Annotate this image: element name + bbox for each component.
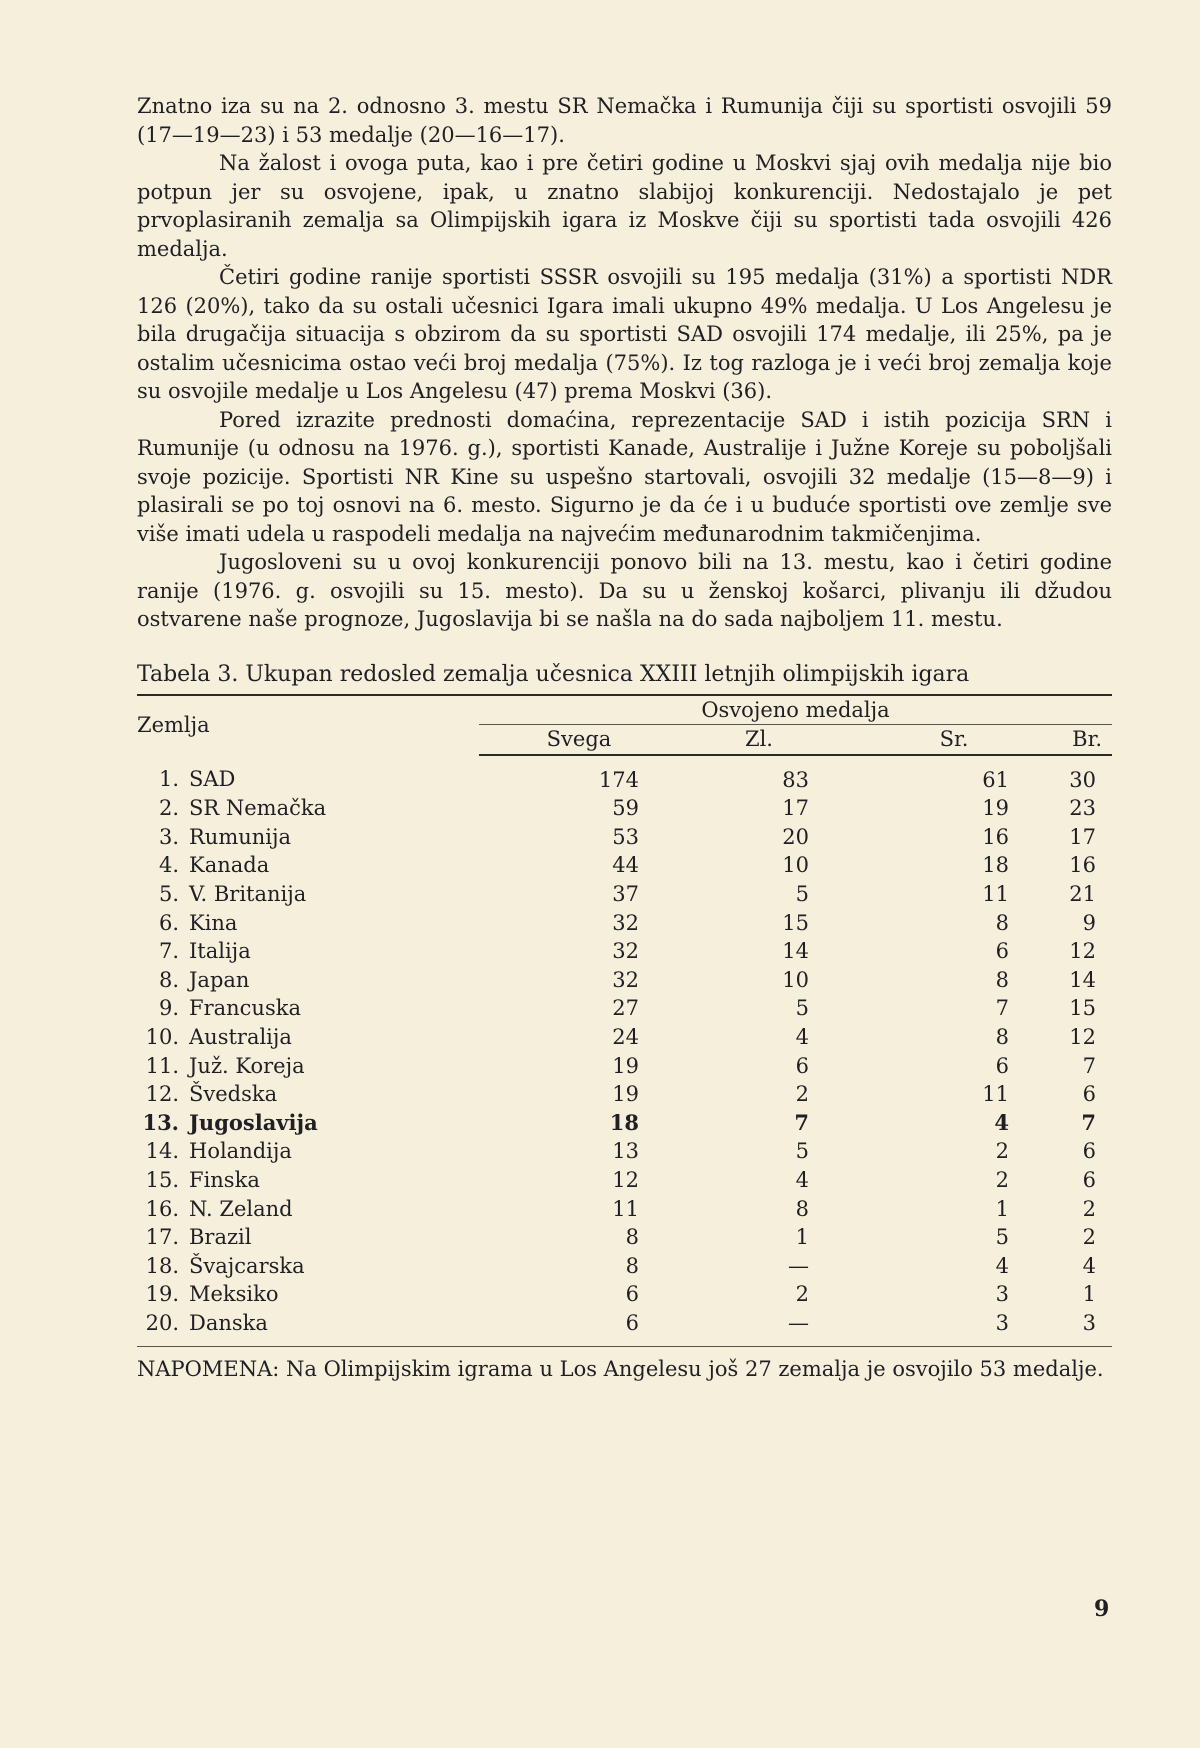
row-total: 53 <box>612 824 639 849</box>
row-bronze: 23 <box>1069 796 1096 821</box>
header-silver: Sr. <box>839 725 1069 755</box>
row-silver: 2 <box>995 1168 1009 1192</box>
row-rank: 20. <box>137 1309 189 1346</box>
row-bronze: 12 <box>1069 939 1096 964</box>
row-gold: 2 <box>795 1282 809 1307</box>
row-country: Meksiko <box>189 1282 279 1307</box>
row-rank: 17. <box>145 1225 179 1250</box>
row-silver: 18 <box>982 853 1009 878</box>
row-gold: 4 <box>795 1168 809 1192</box>
table-row <box>137 909 1112 938</box>
table-row <box>137 1137 1112 1166</box>
paragraph: Znatno iza su na 2. odnosno 3. mestu SR Nemačka i Rumunija čiji su sportisti osvojili 59 (17—19—23) i 53 medalje (20—16—17). <box>137 94 1112 147</box>
row-gold: — <box>788 1253 809 1278</box>
row-country: Danska <box>189 1309 479 1346</box>
paragraph: Na žalost i ovoga puta, kao i pre četiri godine u Moskvi sjaj ovih medalja nije bio potpun jer su osvojene, ipak, u znatno slabijoj konkurenciji. Nedostajalo je pet prvoplasiranih zemalja sa Olimpijskih igara iz Moskve čiji su sportisti tada osvojili 426 medalja. <box>137 151 1112 261</box>
row-silver: 11 <box>982 1082 1009 1107</box>
row-gold: 5 <box>795 996 809 1021</box>
row-silver: 6 <box>995 1053 1009 1078</box>
row-bronze: 6 <box>1082 1082 1096 1107</box>
row-total: 8 <box>625 1225 639 1250</box>
row-silver: 8 <box>995 1025 1009 1050</box>
table-row <box>137 1195 1112 1224</box>
table-caption: Tabela 3. Ukupan redosled zemalja učesnica XXIII letnjih olimpijskih igara <box>137 661 970 687</box>
row-bronze: 30 <box>1069 767 1096 792</box>
row-gold: 4 <box>795 1025 809 1050</box>
row-country: Švedska <box>189 1082 278 1107</box>
row-total: 6 <box>479 1309 679 1346</box>
paragraph: Jugosloveni su u ovoj konkurenciji ponovo bili na 13. mestu, kao i četiri godine ranije (1976. g. osvojili su 15. mesto). Da su u ženskoj košarci, plivanju ili džudou ostvarene naše prognoze, Jugoslavija bi se našla na do sada najboljem 11. mestu. <box>137 550 1112 631</box>
table-row <box>137 1280 1112 1309</box>
row-country: V. Britanija <box>189 882 307 907</box>
medal-table <box>137 694 1112 1347</box>
row-bronze: 2 <box>1082 1225 1096 1250</box>
row-country: SAD <box>189 767 236 792</box>
row-total: 174 <box>598 767 639 792</box>
table-row <box>137 1166 1112 1195</box>
table-note: NAPOMENA: Na Olimpijskim igrama u Los Angelesu još 27 zemalja je osvojilo 53 medalje. <box>137 1356 1104 1381</box>
row-bronze: 14 <box>1069 967 1096 992</box>
row-rank: 6. <box>158 910 179 935</box>
row-gold: 17 <box>782 796 809 821</box>
row-country: Kanada <box>189 853 270 878</box>
row-total: 12 <box>612 1168 639 1192</box>
row-silver: 6 <box>995 939 1009 964</box>
row-bronze: 15 <box>1069 996 1096 1021</box>
header-total: Svega <box>479 725 679 755</box>
row-country: Italija <box>189 939 251 964</box>
row-gold: 5 <box>795 882 809 907</box>
table-row <box>137 823 1112 852</box>
row-country: N. Zeland <box>189 1196 293 1221</box>
row-bronze: 1 <box>1082 1282 1096 1307</box>
table-row <box>137 1052 1112 1081</box>
row-total: 32 <box>612 967 639 992</box>
row-bronze: 12 <box>1069 1025 1096 1050</box>
row-gold: 2 <box>795 1082 809 1107</box>
row-bronze: 2 <box>1082 1196 1096 1221</box>
table-row <box>137 880 1112 909</box>
row-rank: 11. <box>145 1053 179 1078</box>
row-country: Jugoslavija <box>189 1109 318 1135</box>
row-total: 24 <box>612 1025 639 1050</box>
row-bronze: 7 <box>1081 1109 1096 1135</box>
row-bronze: 4 <box>1082 1253 1096 1278</box>
row-total: 37 <box>612 882 639 907</box>
row-silver: 8 <box>995 967 1009 992</box>
row-total: 44 <box>612 853 639 878</box>
row-gold: 10 <box>782 853 809 878</box>
header-bronze: Br. <box>1069 725 1112 755</box>
table-row <box>137 1023 1112 1052</box>
row-gold: 8 <box>795 1196 809 1221</box>
table-row <box>137 1252 1112 1281</box>
table-row <box>137 966 1112 995</box>
row-bronze: 17 <box>1069 824 1096 849</box>
row-gold: — <box>679 1309 839 1346</box>
row-silver: 4 <box>995 1253 1009 1278</box>
row-gold: 20 <box>782 824 809 849</box>
row-silver: 3 <box>839 1309 1069 1346</box>
row-country: Juž. Koreja <box>189 1053 305 1078</box>
row-silver: 1 <box>995 1196 1009 1221</box>
page-number: 9 <box>1094 1596 1110 1622</box>
paragraph: Pored izrazite prednosti domaćina, reprezentacije SAD i istih pozicija SRN i Rumunije (u odnosu na 1976. g.), sportisti Kanade, Australije i Južne Koreje su poboljšali svoje pozicije. Sportisti NR Kine su uspešno startovali, osvojili 32 medalje (15—8—9) i plasirali se po toj osnovi na 6. mesto. Sigurno je da će i u buduće sportisti ove zemlje sve više imati udela u raspodeli medalja na najvećim međunarodnim takmičenjima. <box>137 407 1112 546</box>
row-silver: 19 <box>982 796 1009 821</box>
row-silver: 8 <box>995 910 1009 935</box>
header-country: Zemlja <box>137 695 479 755</box>
row-rank: 9. <box>158 996 179 1021</box>
header-gold: Zl. <box>679 725 839 755</box>
body-text <box>137 92 1112 634</box>
row-rank: 2. <box>158 796 179 821</box>
row-total: 8 <box>625 1253 639 1278</box>
row-silver: 7 <box>995 996 1009 1021</box>
row-country: Australija <box>189 1025 292 1050</box>
table-row <box>137 755 1112 795</box>
row-gold: 15 <box>782 910 809 935</box>
table-row <box>137 794 1112 823</box>
row-total: 19 <box>612 1053 639 1078</box>
row-silver: 61 <box>982 767 1009 792</box>
row-total: 6 <box>625 1282 639 1307</box>
row-rank: 19. <box>145 1282 179 1307</box>
row-rank: 3. <box>158 824 179 849</box>
row-bronze: 6 <box>1082 1139 1096 1164</box>
table-row <box>137 937 1112 966</box>
row-silver: 5 <box>995 1225 1009 1250</box>
row-rank: 15. <box>145 1168 179 1192</box>
row-gold: 83 <box>782 767 809 792</box>
row-bronze: 3 <box>1069 1309 1112 1346</box>
row-bronze: 16 <box>1069 853 1096 878</box>
row-country: Japan <box>189 967 250 992</box>
row-rank: 8. <box>158 967 179 992</box>
row-country: Brazil <box>189 1225 252 1250</box>
table-row <box>137 1309 1112 1346</box>
table-row <box>137 994 1112 1023</box>
row-country: Rumunija <box>189 824 292 849</box>
row-country: Švajcarska <box>189 1253 305 1278</box>
row-rank: 14. <box>145 1139 179 1164</box>
row-total: 32 <box>612 910 639 935</box>
row-total: 13 <box>612 1139 639 1164</box>
table-row <box>137 851 1112 880</box>
page-content <box>137 92 1112 1383</box>
row-silver: 4 <box>994 1109 1009 1135</box>
row-rank: 13. <box>142 1109 179 1135</box>
row-rank: 1. <box>158 767 179 792</box>
row-bronze: 21 <box>1069 882 1096 907</box>
row-rank: 7. <box>158 939 179 964</box>
row-country: Francuska <box>189 996 301 1021</box>
row-country: Kina <box>189 910 238 935</box>
row-rank: 5. <box>158 882 179 907</box>
row-total: 59 <box>612 796 639 821</box>
row-rank: 10. <box>145 1025 179 1050</box>
row-gold: 7 <box>794 1109 809 1135</box>
row-silver: 11 <box>982 882 1009 907</box>
row-gold: 6 <box>795 1053 809 1078</box>
row-total: 32 <box>612 939 639 964</box>
row-total: 27 <box>612 996 639 1021</box>
row-total: 19 <box>612 1082 639 1107</box>
row-country: Finska <box>189 1168 260 1192</box>
row-country: Holandija <box>189 1139 292 1164</box>
row-silver: 3 <box>995 1282 1009 1307</box>
row-gold: 14 <box>782 939 809 964</box>
row-rank: 18. <box>145 1253 179 1278</box>
table-row <box>137 1109 1112 1138</box>
row-bronze: 7 <box>1082 1053 1096 1078</box>
paragraph: Četiri godine ranije sportisti SSSR osvojili su 195 medalja (31%) a sportisti NDR 126 (20%), tako da su ostali učesnici Igara imali ukupno 49% medalja. U Los Angelesu je bila drugačija situacija s obzirom da su sportisti SAD osvojili 174 medalje, ili 25%, pa je ostalim učesnicima ostao veći broj medalja (75%). Iz tog razloga je i veći broj zemalja koje su osvojile medalje u Los Angelesu (47) prema Moskvi (36). <box>137 265 1112 403</box>
row-gold: 1 <box>795 1225 809 1250</box>
row-silver: 16 <box>982 824 1009 849</box>
row-bronze: 9 <box>1082 910 1096 935</box>
row-silver: 2 <box>995 1139 1009 1164</box>
row-gold: 10 <box>782 967 809 992</box>
table-row <box>137 1080 1112 1109</box>
row-total: 11 <box>612 1196 639 1221</box>
table-row <box>137 1223 1112 1252</box>
row-bronze: 6 <box>1082 1168 1096 1192</box>
row-rank: 12. <box>145 1082 179 1107</box>
header-medals-won: Osvojeno medalja <box>479 695 1112 725</box>
row-gold: 5 <box>795 1139 809 1164</box>
row-rank: 4. <box>158 853 179 878</box>
row-country: SR Nemačka <box>189 796 327 821</box>
row-total: 18 <box>609 1109 639 1135</box>
row-rank: 16. <box>145 1196 179 1221</box>
